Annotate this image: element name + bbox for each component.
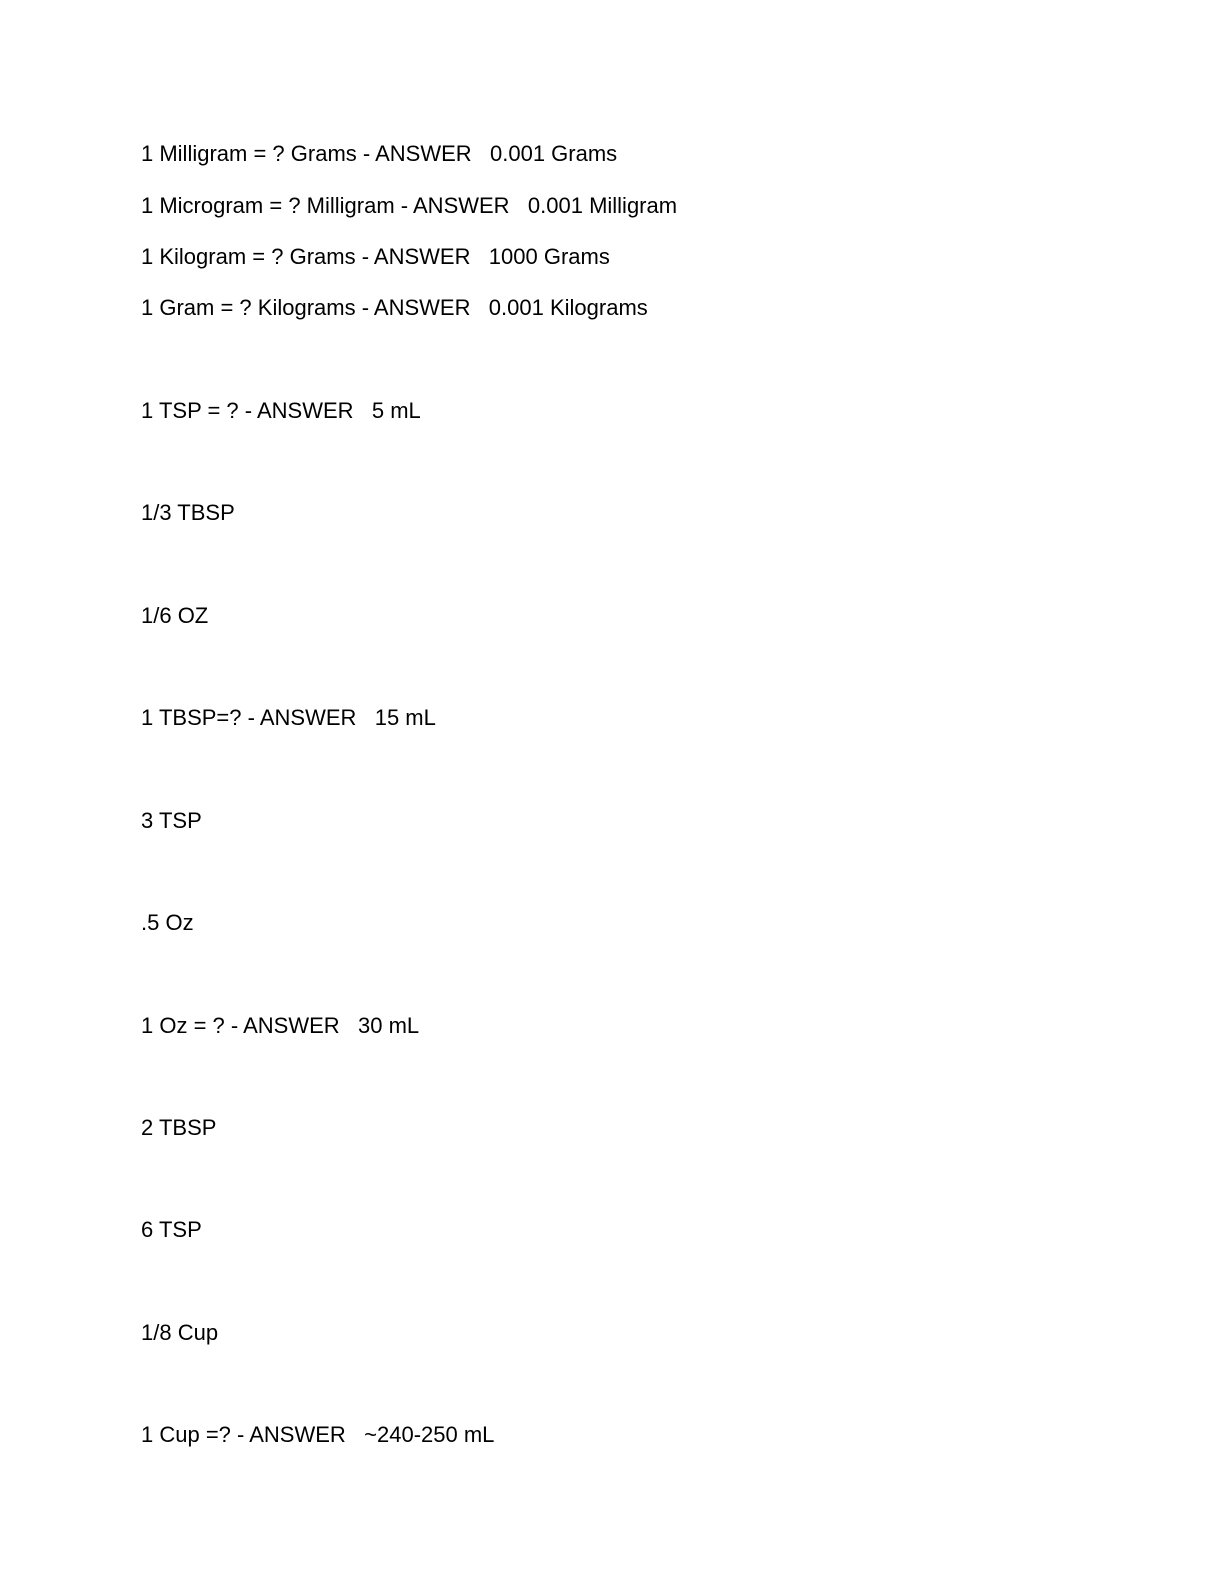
tsp-equivalent-tbsp-line: 1/3 TBSP	[141, 500, 235, 525]
tbsp-equivalent-tsp-line: 3 TSP	[141, 808, 202, 833]
kilogram-to-grams-line: 1 Kilogram = ? Grams - ANSWER 1000 Grams	[141, 244, 610, 269]
milligram-to-grams-line: 1 Milligram = ? Grams - ANSWER 0.001 Grams	[141, 141, 618, 166]
gram-to-kilograms-line: 1 Gram = ? Kilograms - ANSWER 0.001 Kilograms	[141, 295, 648, 320]
oz-equivalent-cup-line: 1/8 Cup	[141, 1320, 219, 1345]
tsp-equivalent-oz-line: 1/6 OZ	[141, 603, 209, 628]
cup-to-ml-line: 1 Cup =? - ANSWER ~240-250 mL	[141, 1422, 495, 1447]
tbsp-to-ml-line: 1 TBSP=? - ANSWER 15 mL	[141, 705, 436, 730]
oz-equivalent-tsp-line: 6 TSP	[141, 1217, 202, 1242]
oz-equivalent-tbsp-line: 2 TBSP	[141, 1115, 217, 1140]
tsp-to-ml-line: 1 TSP = ? - ANSWER 5 mL	[141, 398, 421, 423]
microgram-to-milligram-line: 1 Microgram = ? Milligram - ANSWER 0.001 Milligram	[141, 193, 678, 218]
oz-to-ml-line: 1 Oz = ? - ANSWER 30 mL	[141, 1013, 420, 1038]
tbsp-equivalent-oz-line: .5 Oz	[141, 910, 194, 935]
